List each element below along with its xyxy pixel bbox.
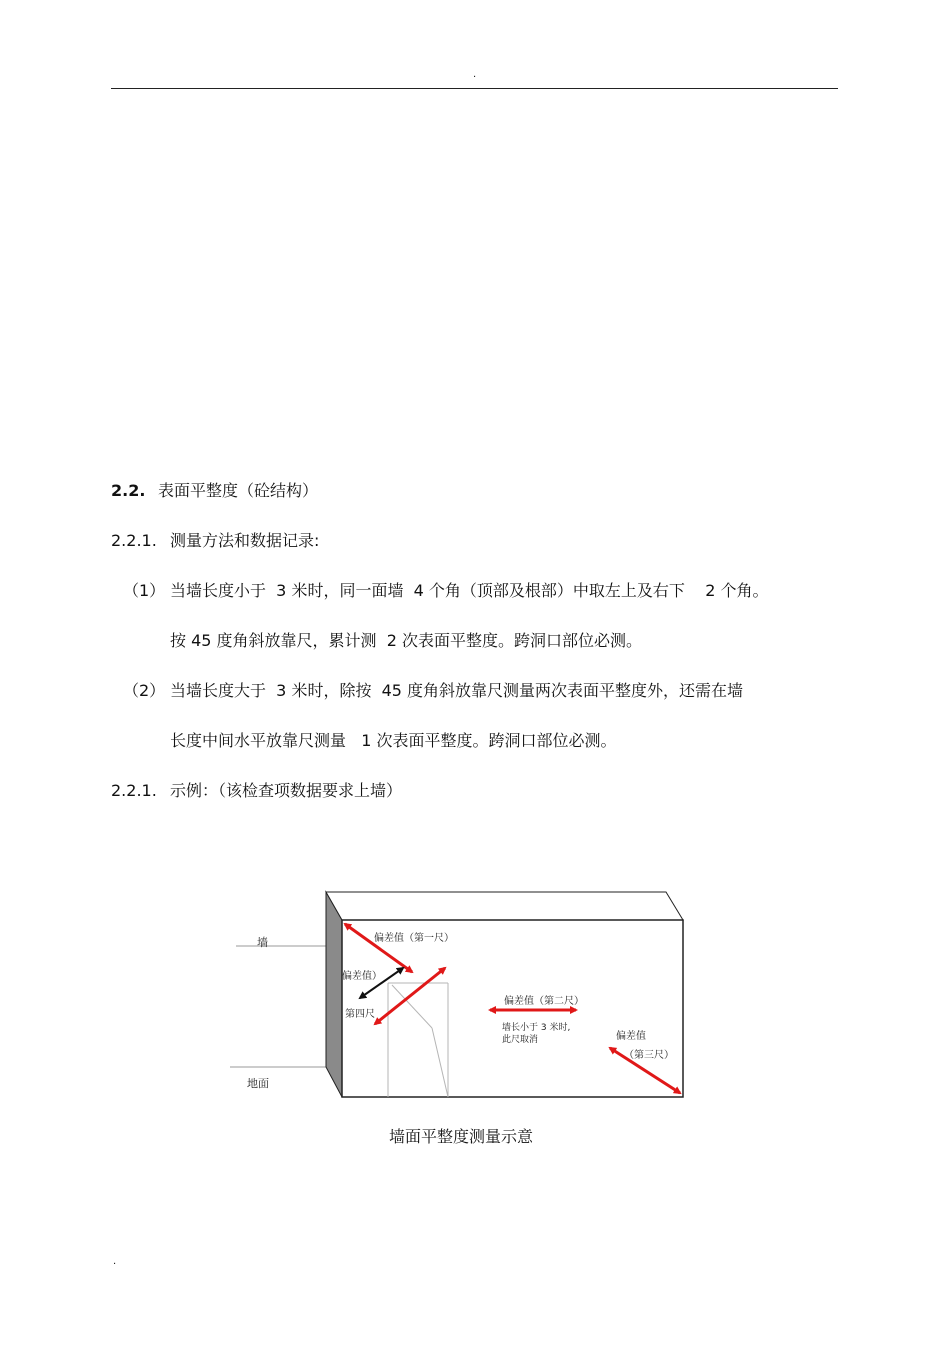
header-rule bbox=[111, 88, 838, 89]
label-ruler-2: 偏差值（第二尺） bbox=[504, 996, 584, 1007]
label-wall: 墙 bbox=[257, 936, 268, 949]
item-2-text-1: 当墙长度大于 3 米时，除按 45 度角斜放靠尺测量两次表面平整度外，还需在墙 bbox=[170, 681, 744, 700]
label-ruler-4: 第四尺 bbox=[345, 1009, 375, 1020]
header-dot: . bbox=[473, 69, 477, 80]
note-line-1: 墙长小于 3 米时, bbox=[502, 1023, 571, 1033]
item-1-line-2: 按 45 度角斜放靠尺，累计测 2 次表面平整度。跨洞口部位必测。 bbox=[170, 631, 642, 650]
subsection-example-heading bbox=[111, 780, 402, 802]
note-line-2: 此尺取消 bbox=[502, 1035, 539, 1045]
subsection-method-title: 测量方法和数据记录: bbox=[170, 531, 320, 550]
subsection-method-number: 2.2.1. bbox=[111, 531, 157, 550]
wall-side-face bbox=[326, 892, 342, 1097]
subsection-example-title: 示例：（该检查项数据要求上墙） bbox=[170, 781, 403, 800]
wall-flatness-diagram bbox=[220, 880, 700, 1110]
figure-caption: 墙面平整度测量示意 bbox=[389, 1127, 534, 1146]
label-ruler-3: （第三尺） bbox=[624, 1050, 674, 1061]
subsection-example-number: 2.2.1. bbox=[111, 781, 157, 800]
subsection-method-heading bbox=[111, 530, 319, 552]
item-2-line-2: 长度中间水平放靠尺测量 1 次表面平整度。跨洞口部位必测。 bbox=[170, 731, 617, 750]
label-deviation: 偏差值） bbox=[342, 971, 382, 982]
label-ruler-1: 偏差值（第一尺） bbox=[374, 933, 454, 944]
item-2-line-1 bbox=[123, 680, 743, 702]
section-title: 表面平整度（砼结构） bbox=[158, 481, 319, 500]
item-1-text-1: 当墙长度小于 3 米时，同一面墙 4 个角（顶部及根部）中取左上及右下 2 个角。 bbox=[170, 581, 769, 600]
label-ground: 地面 bbox=[247, 1077, 269, 1090]
label-deviation-3: 偏差值 bbox=[616, 1031, 646, 1042]
section-number: 2.2. bbox=[111, 481, 146, 500]
wall-top-face bbox=[326, 892, 683, 920]
section-heading bbox=[111, 480, 318, 502]
item-2-marker: （2） bbox=[123, 681, 166, 700]
item-1-line-1 bbox=[123, 580, 769, 602]
footer-dot: . bbox=[113, 1256, 117, 1267]
item-1-marker: （1） bbox=[123, 581, 166, 600]
